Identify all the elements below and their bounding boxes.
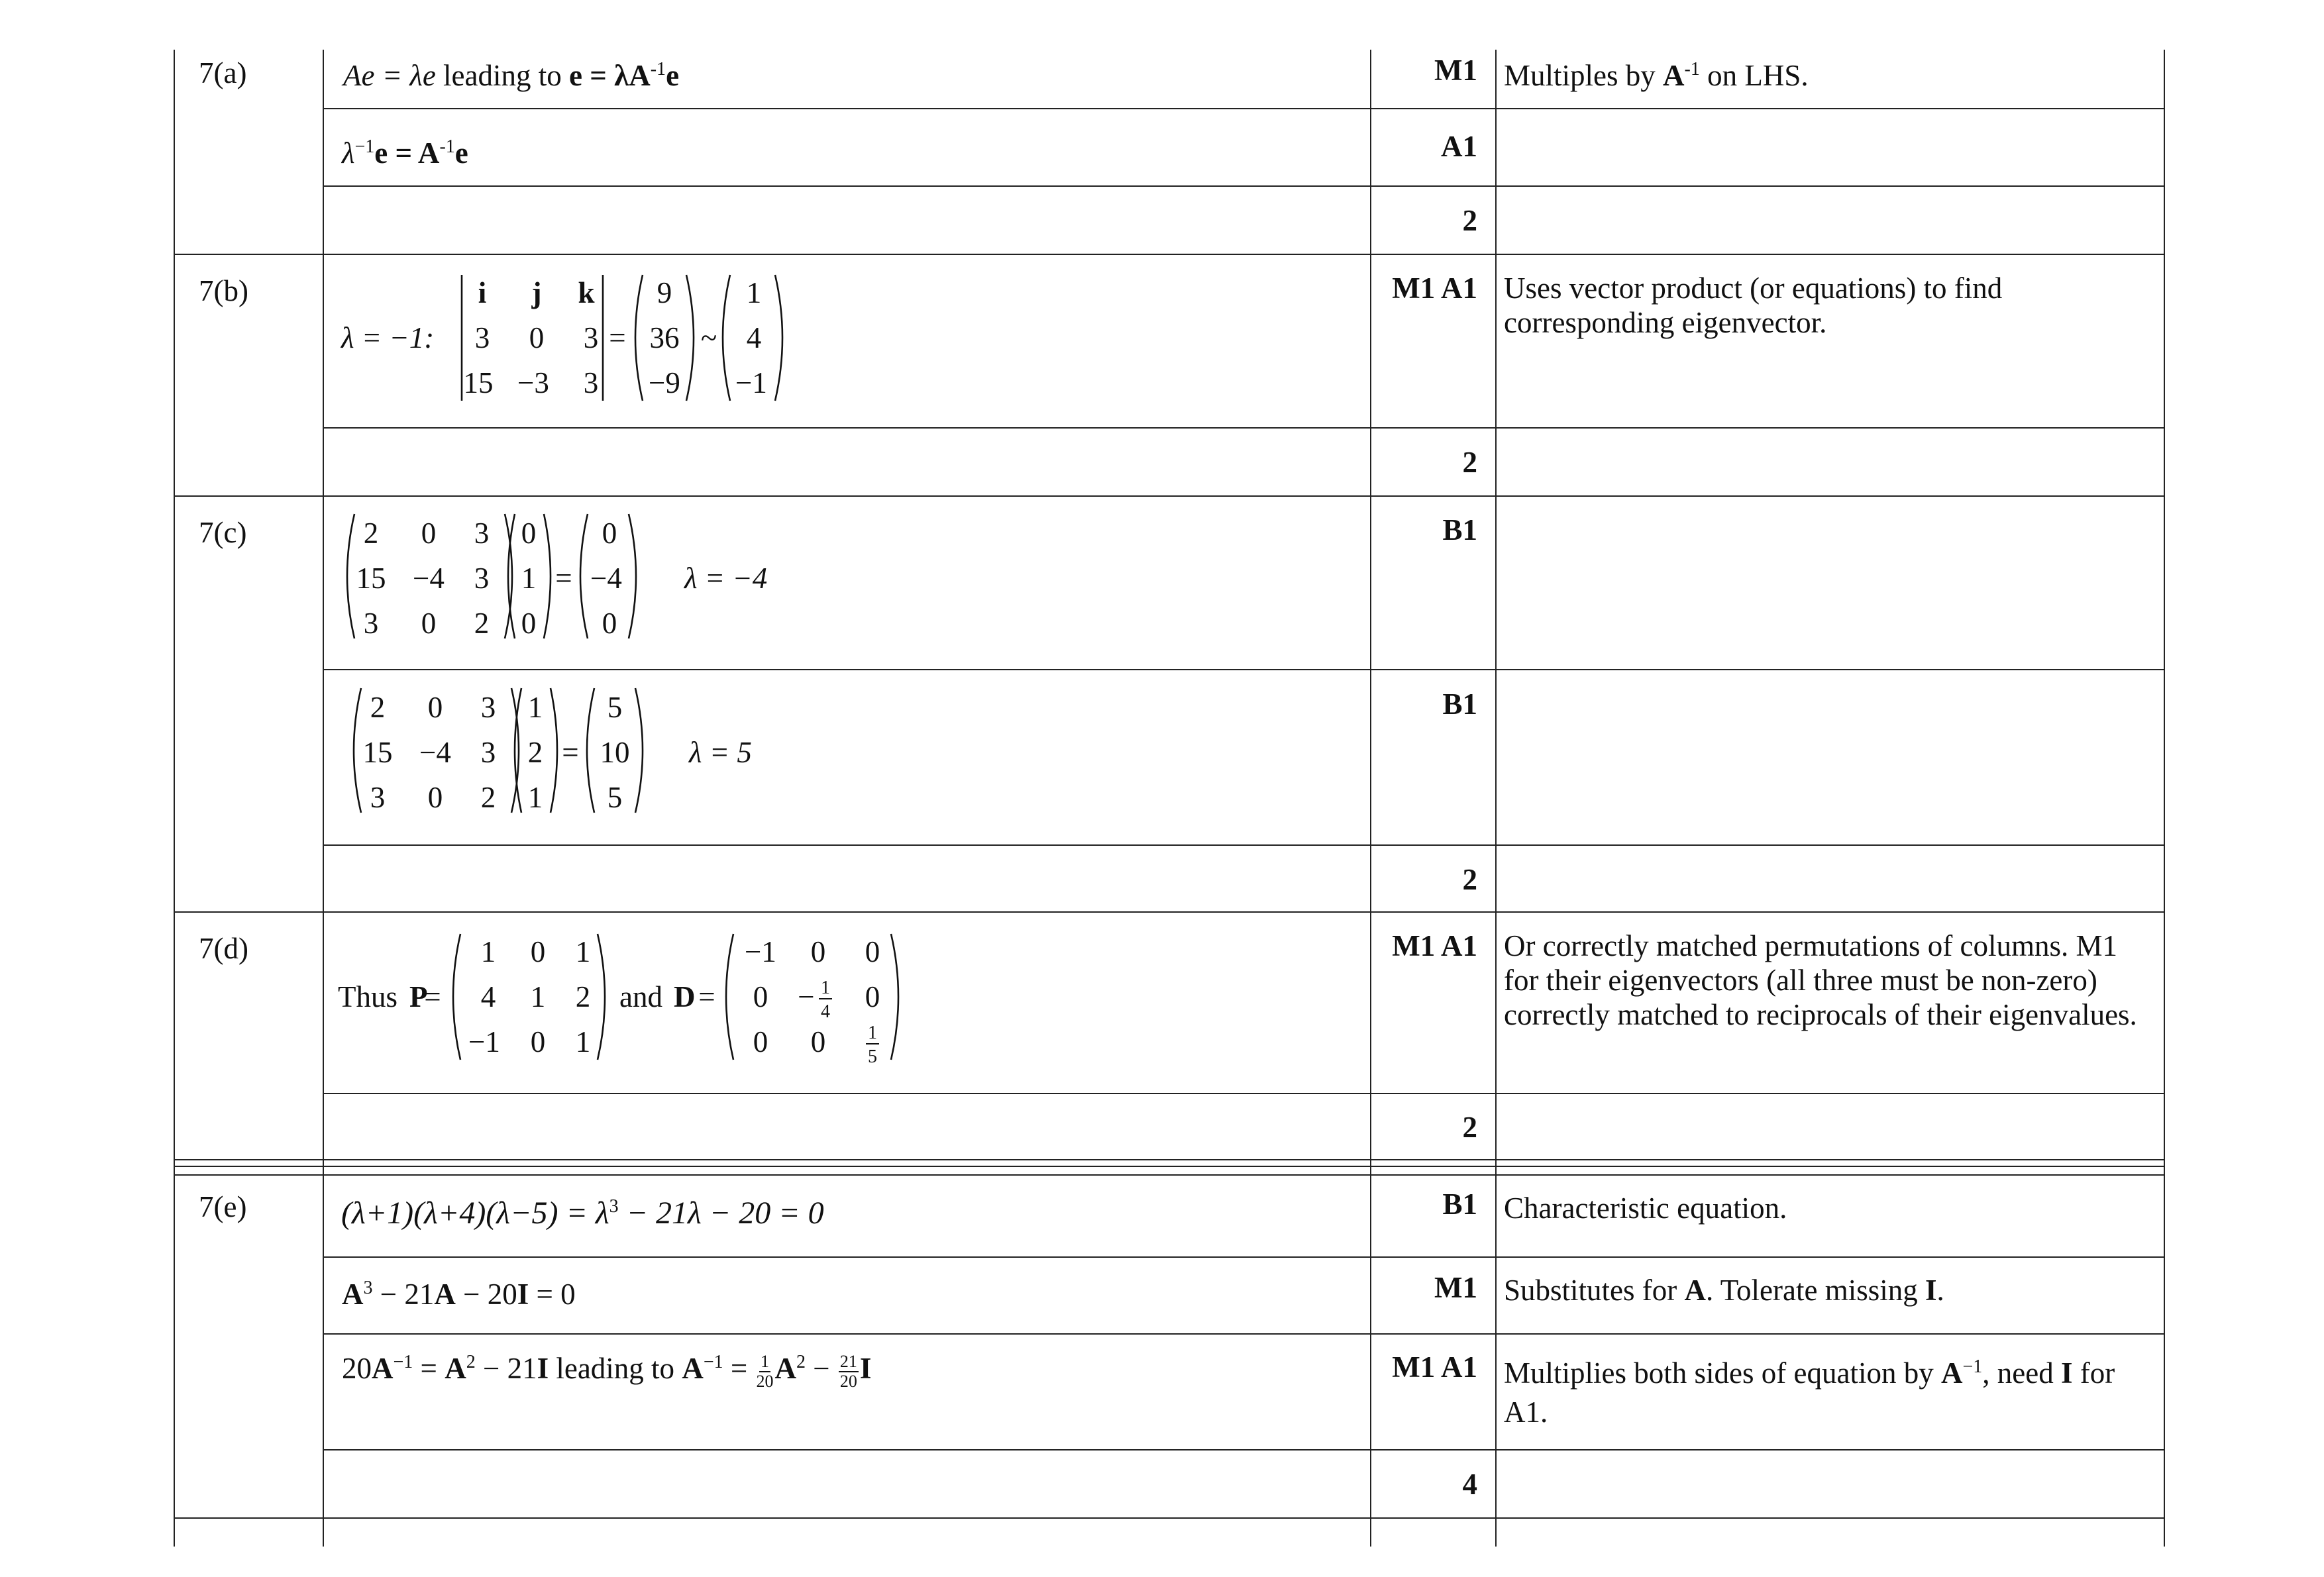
paren-left <box>587 688 594 813</box>
matrix-cell: 3 <box>474 517 490 550</box>
matrix-cell: 0 <box>421 517 437 550</box>
text-connector: leading to <box>435 59 570 92</box>
eigenvalue: λ = 5 <box>689 736 752 769</box>
fraction-denominator: 5 <box>868 1046 877 1067</box>
mark-total: 2 <box>1462 204 1477 237</box>
paren-left <box>354 688 361 813</box>
superscript: -1 <box>1684 59 1700 79</box>
fraction-denominator: 20 <box>839 1371 857 1391</box>
comment <box>1504 58 2166 93</box>
characteristic-equation <box>341 1195 824 1232</box>
equation: − <box>806 1352 837 1385</box>
fraction-denominator: 20 <box>756 1371 774 1391</box>
grid-line <box>174 1166 2165 1167</box>
comment-text: on LHS. <box>1699 59 1809 92</box>
equation: = 0 <box>529 1278 576 1311</box>
det-cell: 3 <box>583 321 599 354</box>
tilde-sign: ~ <box>700 321 717 354</box>
vector-entry: 1 <box>521 562 537 595</box>
vector-product-working <box>331 265 861 411</box>
comment-text: I <box>1925 1274 1937 1307</box>
matrix-equation <box>342 1277 576 1311</box>
matrix-cell: 2 <box>363 517 379 550</box>
comment-text: I <box>2060 1356 2073 1390</box>
grid-line <box>174 1159 2165 1160</box>
vector-entry: −1 <box>735 366 767 399</box>
paren-left <box>580 514 588 638</box>
superscript: -1 <box>439 136 455 157</box>
grid-line <box>323 844 2165 846</box>
eigen-check-2 <box>341 684 858 823</box>
paren-right <box>598 934 605 1060</box>
det-cell: k <box>578 276 595 309</box>
comment-text: Substitutes for <box>1504 1274 1685 1307</box>
comment-text: Multiples by <box>1504 59 1664 92</box>
solution-step <box>342 136 468 170</box>
matrix-cell: 1 <box>530 980 546 1013</box>
equation: 20 <box>342 1352 372 1385</box>
paren-left <box>453 934 460 1060</box>
question-number: 7(b) <box>199 274 248 307</box>
matrix-name: D <box>674 980 696 1013</box>
vector-entry: 0 <box>521 517 537 550</box>
equation: A <box>445 1352 466 1385</box>
fraction-numerator: 21 <box>839 1352 857 1372</box>
comment-text: . <box>1936 1274 1944 1307</box>
matrix-cell: 0 <box>753 980 768 1013</box>
mark-label: M1 A1 <box>1392 1350 1477 1384</box>
equals-sign: = <box>555 562 572 595</box>
mark-label: M1 A1 <box>1392 272 1477 305</box>
equation: (λ+1)(λ+4)(λ−5) = λ <box>341 1195 609 1231</box>
det-cell: j <box>531 276 542 309</box>
paren-right <box>629 514 636 638</box>
equals-sign: = <box>609 321 626 354</box>
equation: A <box>682 1352 704 1385</box>
vector-entry: 0 <box>602 517 617 550</box>
grid-line <box>323 185 2165 187</box>
matrix-cell: 3 <box>480 736 496 769</box>
vector-entry: 9 <box>657 276 672 309</box>
mark-total: 2 <box>1462 1111 1477 1144</box>
grid-line <box>323 1093 2165 1094</box>
det-cell: 3 <box>583 366 599 399</box>
matrix-cell: 3 <box>474 562 490 595</box>
paren-right <box>686 275 694 401</box>
equation: − 20 <box>455 1278 517 1311</box>
grid-line <box>323 108 2165 109</box>
superscript: −1 <box>393 1352 413 1372</box>
det-cell: 0 <box>529 321 545 354</box>
matrix-cell: 3 <box>363 607 379 640</box>
matrix-cell: 0 <box>753 1025 768 1058</box>
equation: I <box>859 1352 872 1385</box>
matrix-cell: 2 <box>370 691 386 724</box>
paren-left <box>347 514 354 638</box>
vector-entry: 2 <box>527 736 543 769</box>
equation: − 21 <box>372 1278 435 1311</box>
fraction-numerator: 1 <box>821 978 830 998</box>
matrix-cell: 2 <box>474 607 490 640</box>
superscript: 2 <box>796 1352 806 1372</box>
text-connector: Thus <box>338 980 397 1013</box>
matrix-cell: 1 <box>575 1025 591 1058</box>
grid-line <box>323 1333 2165 1335</box>
det-cell: −3 <box>517 366 549 399</box>
det-cell: 3 <box>474 321 490 354</box>
paren-left <box>723 275 730 401</box>
equation: e <box>666 59 680 92</box>
equation: − 21 <box>475 1352 537 1385</box>
vector-entry: 1 <box>527 691 543 724</box>
comment-text: , need <box>1982 1356 2061 1390</box>
comment-text: A <box>1684 1274 1707 1307</box>
grid-line <box>323 1449 2165 1450</box>
mark-label: M1 <box>1434 54 1477 87</box>
matrix-cell: −1 <box>745 935 776 968</box>
matrix-cell: 0 <box>810 1025 826 1058</box>
question-number: 7(e) <box>199 1190 247 1223</box>
equation: − 21λ − 20 = 0 <box>618 1195 824 1231</box>
matrix-cell: 15 <box>362 736 393 769</box>
fraction-denominator: 4 <box>821 1001 830 1022</box>
matrix-cell: −4 <box>419 736 451 769</box>
fraction-fifth <box>866 1023 879 1067</box>
paren-right <box>775 275 782 401</box>
comment-text: A <box>1940 1356 1963 1390</box>
det-cell: 15 <box>463 366 494 399</box>
diagonalisation-matrices <box>335 927 931 1073</box>
fraction <box>839 1352 859 1390</box>
fraction-minus-quarter <box>798 978 832 1022</box>
superscript: −1 <box>703 1352 723 1372</box>
matrix-cell: 1 <box>575 935 591 968</box>
vector-entry: 5 <box>607 691 623 724</box>
grid-line <box>323 669 2165 670</box>
mark-label: M1 A1 <box>1392 929 1477 962</box>
matrix-cell: 0 <box>865 935 880 968</box>
question-number: 7(c) <box>199 516 247 549</box>
equation: A <box>774 1352 796 1385</box>
vector-entry: 0 <box>602 607 617 640</box>
vector-entry: 1 <box>527 781 543 814</box>
matrix-cell: 0 <box>530 935 546 968</box>
grid-line <box>174 50 175 1547</box>
comment-text: . Tolerate missing <box>1706 1274 1925 1307</box>
fraction-numerator: 1 <box>761 1352 769 1372</box>
mark-total: 2 <box>1462 863 1477 896</box>
matrix-cell: 0 <box>427 691 443 724</box>
equation: I <box>517 1278 529 1311</box>
vector-entry: 4 <box>746 321 762 354</box>
equals-sign: = <box>698 980 715 1013</box>
matrix-cell: 0 <box>530 1025 546 1058</box>
equation: A <box>434 1278 456 1311</box>
eigenvalue: λ = −4 <box>684 562 768 595</box>
fraction-numerator: 1 <box>868 1023 877 1043</box>
equals-sign: = <box>424 980 441 1013</box>
comment-text: Multiplies both sides of equation by <box>1504 1356 1941 1390</box>
grid-line <box>174 254 2165 255</box>
matrix-cell: 15 <box>356 562 386 595</box>
equation: Ae = λe <box>343 59 436 92</box>
superscript: 2 <box>466 1352 476 1372</box>
matrix-cell: 2 <box>480 781 496 814</box>
paren-right <box>544 514 551 638</box>
lambda-label: λ = −1: <box>341 321 435 354</box>
vector-entry: 1 <box>746 276 762 309</box>
vector-entry: 5 <box>607 781 623 814</box>
matrix-cell: 3 <box>370 781 386 814</box>
superscript: −1 <box>354 136 375 157</box>
matrix-cell: 4 <box>480 980 496 1013</box>
paren-left <box>726 934 733 1060</box>
vector-entry: 10 <box>600 736 630 769</box>
grid-line <box>174 1174 2165 1176</box>
text-connector: leading to <box>549 1352 682 1385</box>
grid-line <box>323 1256 2165 1258</box>
paren-right <box>635 688 643 813</box>
question-number: 7(d) <box>199 932 248 965</box>
matrix-cell: −4 <box>413 562 445 595</box>
grid-line <box>174 1517 2165 1519</box>
equation: A <box>372 1352 394 1385</box>
matrix-cell: 0 <box>865 980 880 1013</box>
matrix-cell: 2 <box>575 980 591 1013</box>
grid-line <box>1495 50 1497 1547</box>
equation: e = λA <box>569 59 651 92</box>
comment-text: A <box>1663 59 1685 92</box>
equation: λ <box>342 136 355 170</box>
matrix-cell: 1 <box>480 935 496 968</box>
vector-entry: −9 <box>649 366 680 399</box>
text-connector: and <box>619 980 662 1013</box>
comment-text: for A1. <box>1504 1356 2115 1429</box>
equation: e <box>454 136 468 170</box>
equals-sign: = <box>562 736 579 769</box>
superscript: −1 <box>1962 1356 1983 1377</box>
vector-entry: 36 <box>649 321 680 354</box>
vector-entry: −4 <box>590 562 622 595</box>
minus-sign: − <box>798 980 815 1013</box>
grid-line <box>174 495 2165 497</box>
comment: Characteristic equation. <box>1504 1192 1787 1225</box>
paren-left <box>635 275 643 401</box>
paren-right <box>891 934 898 1060</box>
mark-label: M1 <box>1434 1271 1477 1304</box>
matrix-cell: 0 <box>427 781 443 814</box>
inverse-equation <box>342 1351 871 1390</box>
fraction <box>757 1352 774 1390</box>
matrix-cell: 0 <box>810 935 826 968</box>
equation: A <box>342 1278 364 1311</box>
matrix-name: P <box>409 980 428 1013</box>
mark-label: A1 <box>1441 130 1477 163</box>
superscript: 3 <box>363 1278 373 1298</box>
grid-line <box>174 911 2165 913</box>
grid-line <box>323 427 2165 429</box>
matrix-cell: −1 <box>468 1025 500 1058</box>
equation: = <box>413 1352 445 1385</box>
equation: I <box>537 1352 549 1385</box>
det-cell: i <box>478 276 487 309</box>
eigen-check-1 <box>335 510 851 649</box>
mark-label: B1 <box>1442 513 1477 546</box>
mark-total: 4 <box>1462 1468 1477 1501</box>
mark-total: 2 <box>1462 446 1477 479</box>
comment: Or correctly matched permutations of columns. M1 for their eigenvectors (all three must be non-zero) correctly matched to reciprocals of their eigenvalues. <box>1504 929 2137 1032</box>
solution-step <box>343 58 679 93</box>
mark-label: B1 <box>1442 1188 1477 1221</box>
superscript: -1 <box>650 59 666 79</box>
equation: = <box>723 1352 755 1385</box>
comment <box>1504 1273 2166 1307</box>
equation: e = A <box>374 136 440 170</box>
mark-label: B1 <box>1442 687 1477 721</box>
vector-entry: 0 <box>521 607 537 640</box>
matrix-cell: 3 <box>480 691 496 724</box>
paren-right <box>551 688 557 813</box>
comment: Uses vector product (or equations) to find corresponding eigenvector. <box>1504 272 2003 340</box>
superscript: 3 <box>609 1196 619 1217</box>
question-number: 7(a) <box>199 56 247 89</box>
matrix-cell: 0 <box>421 607 437 640</box>
comment <box>1504 1354 2160 1431</box>
